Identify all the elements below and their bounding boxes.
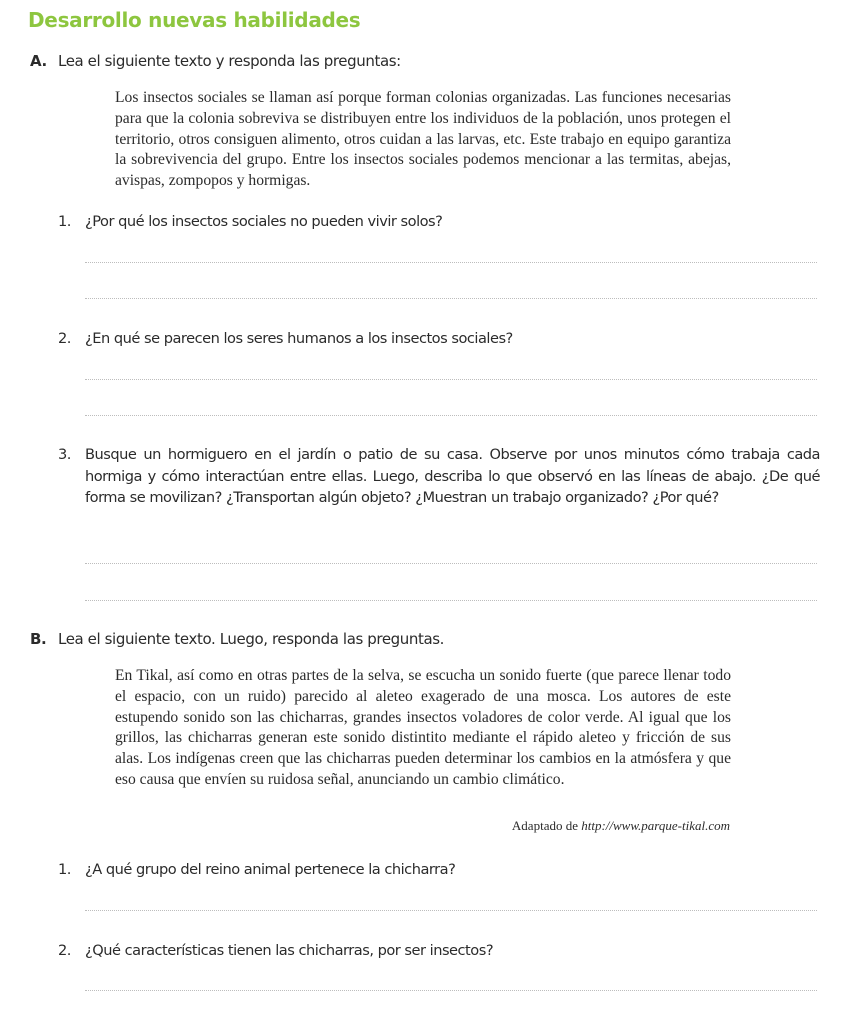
question-a2: [58, 328, 820, 350]
question-text: ¿Por qué los insectos sociales no pueden vivir solos?: [85, 213, 443, 230]
answer-line-b1-1[interactable]: [85, 910, 817, 911]
question-text: ¿A qué grupo del reino animal pertenece la chicharra?: [85, 861, 456, 878]
question-number: 2.: [58, 942, 71, 959]
answer-line-b2-1[interactable]: [85, 990, 817, 991]
section-b-passage: En Tikal, así como en otras partes de la selva, se escucha un sonido fuerte (que parece llenar todo el espacio, con un ruido) parecido al aleteo exagerado de una mosca. Los autores de este estupendo sonido son las chicharras, grandes insectos voladores de color verde. Al igual que los grillos, las chicharras generan este sonido distintito mediante el rápido aleteo y fricción de sus alas. Los indígenas creen que las chicharras pueden determinar los cambios en la atmósfera y que eso causa que envíen su ruidosa señal, anunciando un cambio climático.: [115, 667, 731, 788]
question-b2: [58, 940, 820, 962]
source-url: http://www.parque-tikal.com: [581, 818, 730, 833]
section-b-instruction: Lea el siguiente texto. Luego, responda las preguntas.: [58, 630, 445, 648]
answer-line-a3-1[interactable]: [85, 563, 817, 564]
question-number: 1.: [58, 861, 71, 878]
section-b-heading: [30, 630, 444, 648]
answer-line-a1-2[interactable]: [85, 298, 817, 299]
section-a-heading: [30, 52, 401, 70]
question-text: Busque un hormiguero en el jardín o patio de su casa. Observe por unos minutos cómo trabaja cada hormiga y cómo interactúan entre ellas. Luego, describa lo que observó en las líneas de abajo. ¿De qué forma se movilizan? ¿Transportan algún objeto? ¿Muestran un trabajo organizado? ¿Por qué?: [85, 446, 820, 507]
section-b-letter: B.: [30, 630, 47, 648]
answer-line-a2-1[interactable]: [85, 379, 817, 380]
question-number: 3.: [58, 446, 71, 463]
source-citation: [512, 818, 730, 834]
question-text: ¿Qué características tienen las chicharras, por ser insectos?: [85, 942, 494, 959]
question-number: 1.: [58, 213, 71, 230]
section-a-instruction: Lea el siguiente texto y responda las preguntas:: [58, 52, 401, 70]
source-prefix: Adaptado de: [511, 818, 582, 833]
question-a1: [58, 211, 820, 233]
question-text: ¿En qué se parecen los seres humanos a los insectos sociales?: [85, 330, 513, 347]
section-a-letter: A.: [30, 52, 47, 70]
answer-line-a1-1[interactable]: [85, 262, 817, 263]
section-a-passage: Los insectos sociales se llaman así porque forman colonias organizadas. Las funciones necesarias para que la colonia sobreviva se distribuyen entre los individuos de la población, unos protegen el territorio, otros consiguen alimento, otros cuidan a las larvas, etc. Este trabajo en equipo garantiza la sobrevivencia del grupo. Entre los insectos sociales podemos mencionar a las termitas, abejas, avispas, zompopos y hormigas.: [115, 89, 731, 190]
page-title: Desarrollo nuevas habilidades: [28, 8, 361, 32]
answer-line-a2-2[interactable]: [85, 415, 817, 416]
question-a3: [58, 444, 820, 509]
question-number: 2.: [58, 330, 71, 347]
question-b1: [58, 859, 820, 881]
answer-line-a3-2[interactable]: [85, 600, 817, 601]
